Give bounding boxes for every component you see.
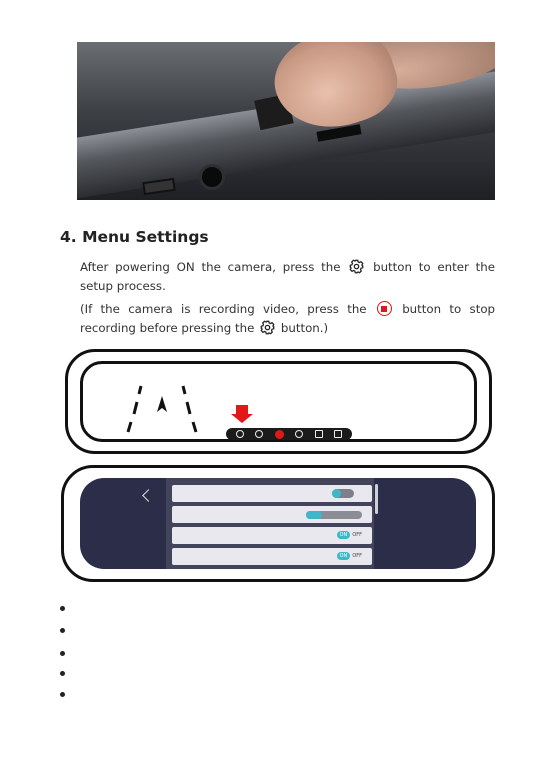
gear-icon [260,320,275,335]
settings-row[interactable] [172,506,372,523]
gear-icon[interactable] [236,430,244,438]
back-chevron-icon[interactable] [142,489,155,502]
toggle-on-label[interactable]: ON [337,552,351,560]
toggle-switch[interactable] [332,489,354,498]
record-button[interactable] [275,430,284,439]
bullet-point [60,651,65,656]
lens-switch-icon[interactable] [295,430,303,438]
bullet-point [60,628,65,633]
scrollbar[interactable] [375,484,378,514]
settings-row[interactable] [172,527,372,544]
mirror-dashcam-recording-screen [65,349,492,454]
settings-row[interactable] [172,548,372,565]
audio-jack [199,164,225,190]
note-text: button.) [280,321,329,335]
camera-snapshot-icon[interactable] [315,430,323,438]
toggle-on-label[interactable]: ON [337,531,351,539]
bullet-point [60,606,65,611]
settings-screen [80,478,476,569]
mirror-settings-screen [61,465,495,582]
bullet-point [60,692,65,697]
note-text: (If the camera is recording video, press the [80,302,367,316]
pointer-arrow-icon [236,405,248,415]
product-photo-sd-card-insert [77,42,495,200]
toggle-off-label[interactable]: OFF [352,553,362,559]
gear-icon [349,259,364,274]
on-off-toggle[interactable] [337,531,362,539]
lane-guide-icon [123,384,203,434]
note-paragraph [80,300,495,338]
note-text: button to stop recording before pressing the [80,302,496,335]
instruction-text: button to enter the setup process. [80,260,496,293]
bullet-point [60,671,65,676]
level-slider[interactable] [306,511,362,519]
camera-toolbar [226,428,352,440]
section-heading: 4. Menu Settings [60,228,209,246]
record-stop-icon [377,301,392,316]
playback-icon[interactable] [255,430,263,438]
instruction-paragraph [80,258,495,296]
lock-icon[interactable] [334,430,342,438]
mirror-screen [80,361,477,442]
on-off-toggle[interactable] [337,552,362,560]
instruction-text: After powering ON the camera, press the [80,260,341,274]
settings-row[interactable] [172,485,372,502]
settings-panel [166,478,374,569]
toggle-off-label[interactable]: OFF [352,532,362,538]
